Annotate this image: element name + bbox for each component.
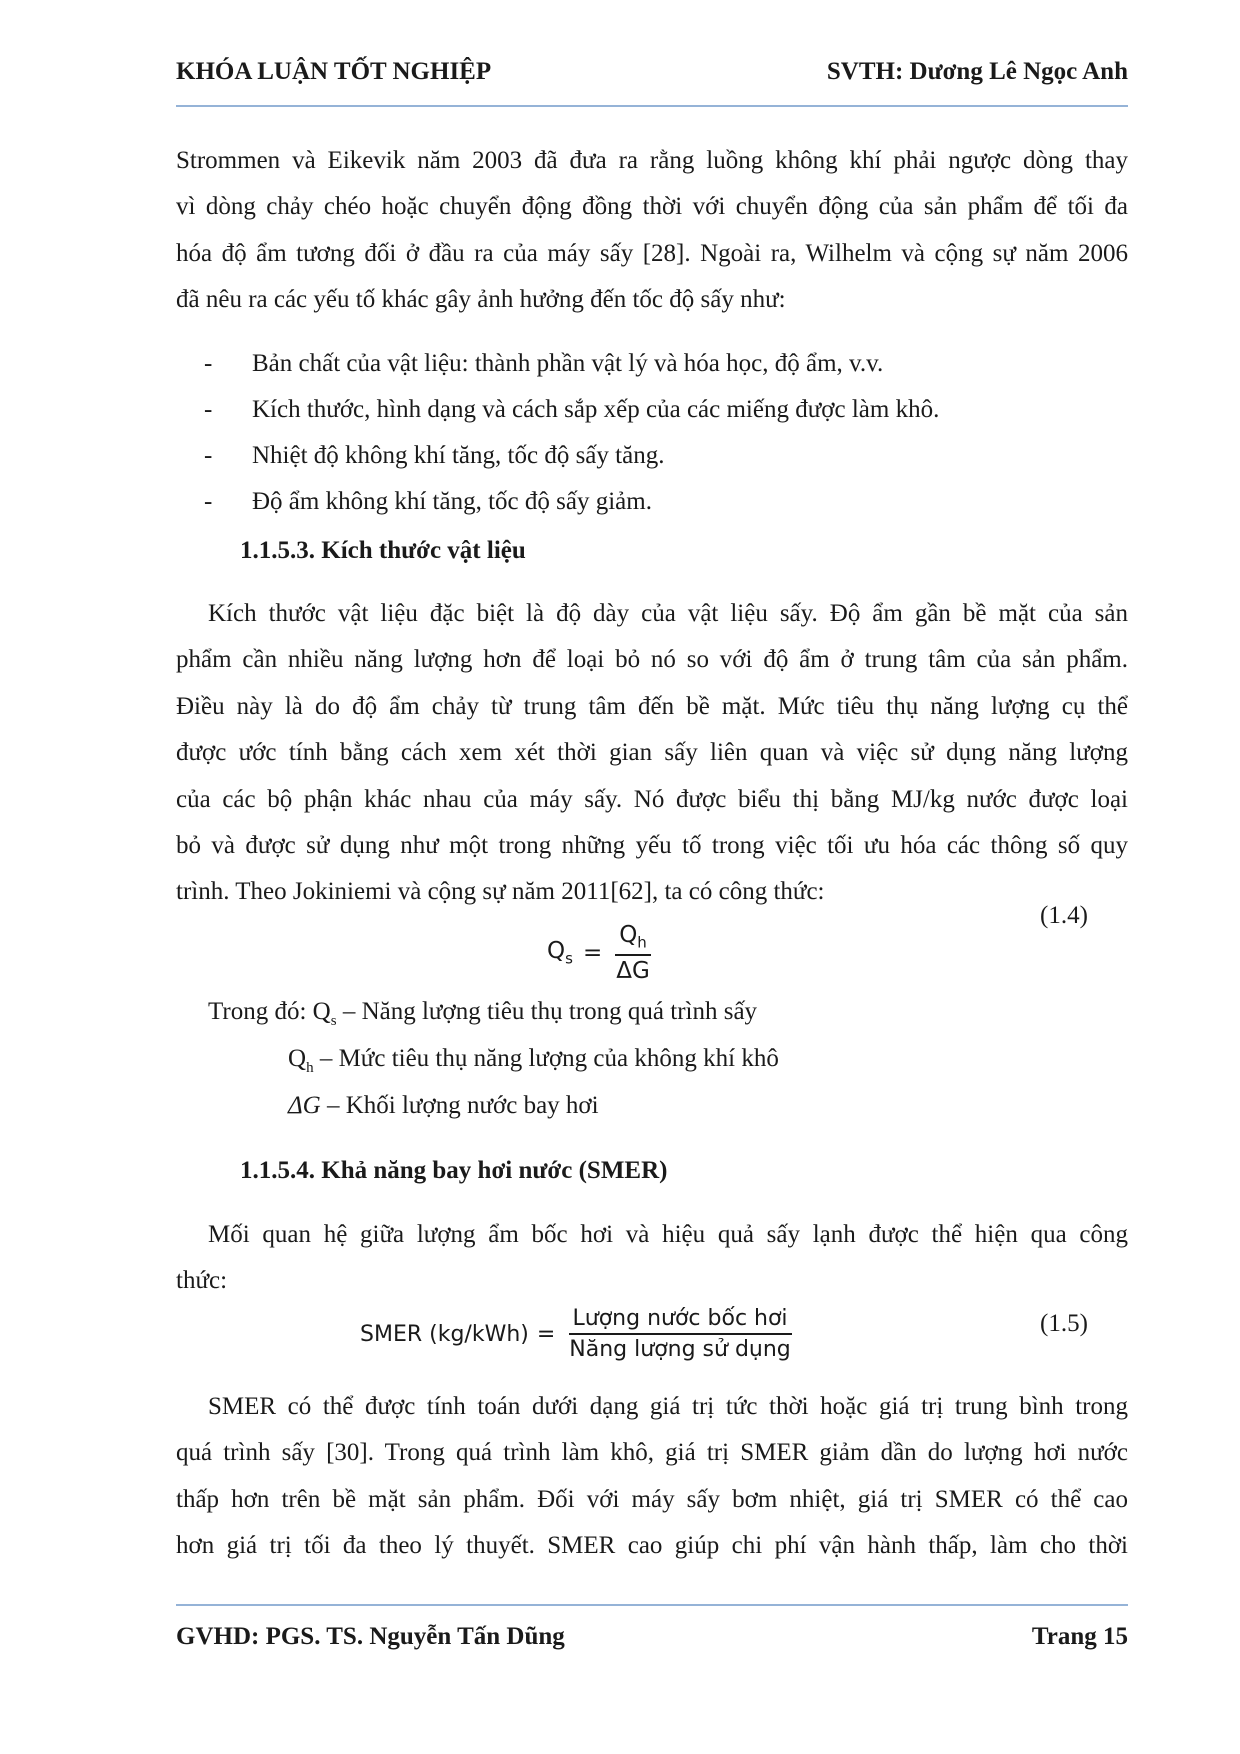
text-line: phẩm cần nhiều năng lượng hơn để loại bỏ nó so với độ ẩm ở trung tâm của sản phẩm. [176, 646, 1128, 674]
equation-number: (1.5) [1040, 1310, 1088, 1337]
equation-1-5 [360, 1306, 795, 1362]
equation-lhs: $Q_s$ [547, 938, 573, 968]
bullet-marker: - [204, 350, 213, 377]
equation-number: (1.4) [1040, 902, 1088, 929]
text-line: SMER có thể được tính toán dưới dạng giá trị tức thời hoặc giá trị trung bình trong [208, 1393, 1128, 1420]
text-line: thấp hơn trên bề mặt sản phẩm. Đối với máy sấy bơm nhiệt, giá trị SMER có thể cao [176, 1485, 1128, 1513]
text-line: thức: [176, 1267, 228, 1295]
footer-divider [176, 1604, 1128, 1606]
text-line: Mối quan hệ giữa lượng ẩm bốc hơi và hiệu quả sấy lạnh được thể hiện qua công [208, 1221, 1128, 1248]
text-line: của các bộ phận khác nhau của máy sấy. Nó được biểu thị bằng MJ/kg nước được loại [176, 785, 1128, 813]
fraction-numerator: $Q_h$ [615, 922, 651, 956]
text-line: đã nêu ra các yếu tố khác gây ảnh hưởng đến tốc độ sấy như: [176, 286, 786, 314]
where-line-qh: $Q_h$ – Mức tiêu thụ năng lượng của không khí khô [288, 1045, 779, 1076]
list-item [176, 479, 1128, 525]
text-line: hơn giá trị tối đa theo lý thuyết. SMER cao giúp chi phí vận hành thấp, làm cho thời [176, 1532, 1128, 1560]
paragraph-intro [176, 138, 1128, 324]
text-line: Kích thước vật liệu đặc biệt là độ dày của vật liệu sấy. Độ ẩm gần bề mặt của sản [208, 600, 1128, 627]
header-divider [176, 105, 1128, 107]
equals-sign: = [536, 1321, 556, 1347]
footer-supervisor: GVHD: PGS. TS. Nguyễn Tấn Dũng [176, 1623, 565, 1650]
header-thesis-title: KHÓA LUẬN TỐT NGHIỆP [176, 58, 492, 85]
list-item [176, 341, 1128, 387]
paragraph-smer [176, 1384, 1128, 1570]
text-line: Điều này là do độ ẩm chảy từ trung tâm đến bề mặt. Mức tiêu thụ năng lượng cụ thể [176, 692, 1128, 720]
where-line-qs: Trong đó: $Q_s$ – Năng lượng tiêu thụ trong quá trình sấy [208, 998, 758, 1029]
text-line: hóa độ ẩm tương đối ở đầu ra của máy sấy [28]. Ngoài ra, Wilhelm và cộng sự năm 2006 [176, 239, 1128, 267]
bullet-text: Kích thước, hình dạng và cách sắp xếp của các miếng được làm khô. [252, 396, 940, 423]
bullet-text: Độ ẩm không khí tăng, tốc độ sấy giảm. [252, 488, 652, 515]
page-header [176, 58, 1128, 86]
equation-lhs: SMER (kg/kWh) [360, 1321, 529, 1347]
text-line: trình. Theo Jokiniemi và cộng sự năm 2011[62], ta có công thức: [176, 878, 825, 906]
text-line: quá trình sấy [30]. Trong quá trình làm khô, giá trị SMER giảm dần do lượng hơi nước [176, 1439, 1128, 1467]
text-line: được ước tính bằng cách xem xét thời gian sấy liên quan và việc sử dụng năng lượng [176, 739, 1128, 767]
bullet-marker: - [204, 488, 213, 515]
fraction-denominator: Năng lượng sử dụng [569, 1337, 791, 1362]
section-heading-1-1-5-4: 1.1.5.4. Khả năng bay hơi nước (SMER) [240, 1157, 668, 1184]
equals-sign: = [582, 939, 603, 966]
fraction-denominator: ΔG [616, 957, 650, 984]
section-heading-1-1-5-3: 1.1.5.3. Kích thước vật liệu [240, 537, 526, 564]
paragraph-smer-intro [176, 1212, 1128, 1305]
text-line: vì dòng chảy chéo hoặc chuyển động đồng thời với chuyển động của sản phẩm để tối đa [176, 193, 1128, 221]
paragraph-material-size [176, 591, 1128, 916]
bullet-marker: - [204, 396, 213, 423]
text-line: bỏ và được sử dụng như một trong những yếu tố trong việc tối ưu hóa các thông số quy [176, 832, 1128, 860]
page-footer [176, 1623, 1128, 1651]
fraction-numerator: Lượng nước bốc hơi [569, 1306, 792, 1335]
bullet-text: Bản chất của vật liệu: thành phần vật lý và hóa học, độ ẩm, v.v. [252, 350, 884, 377]
list-item [176, 433, 1128, 479]
where-line-dg: ΔG – Khối lượng nước bay hơi [288, 1092, 599, 1119]
equation-fraction [565, 1306, 794, 1362]
equation-1-4 [547, 922, 654, 984]
equation-fraction [612, 922, 654, 984]
page-number: Trang 15 [1031, 1623, 1128, 1650]
bullet-marker: - [204, 442, 213, 469]
text-line: Strommen và Eikevik năm 2003 đã đưa ra rằng luồng không khí phải ngược dòng thay [176, 147, 1128, 174]
list-item [176, 387, 1128, 433]
bullet-text: Nhiệt độ không khí tăng, tốc độ sấy tăng. [252, 442, 665, 469]
header-student-name: SVTH: Dương Lê Ngọc Anh [826, 58, 1128, 85]
